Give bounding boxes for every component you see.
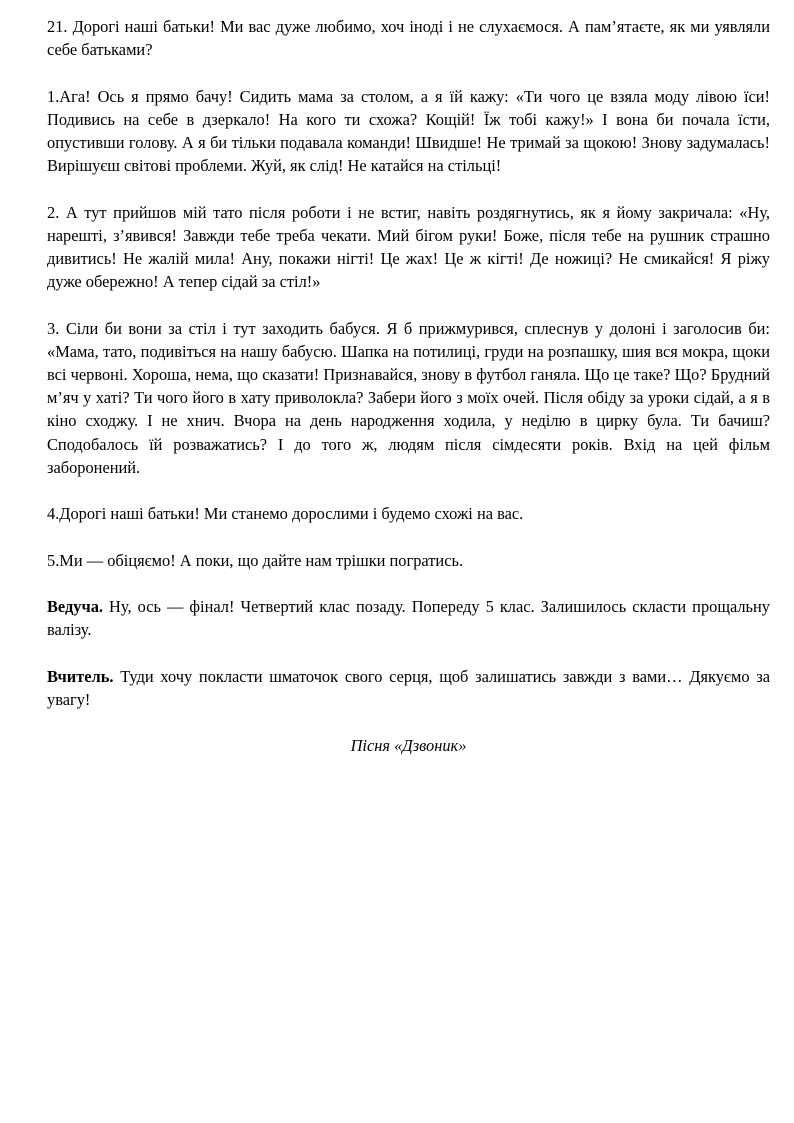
- teacher-text: Туди хочу покласти шматочок свого серця, щоб залишатись завжди з вами… Дякуємо за увагу!: [47, 666, 770, 709]
- song-title: Пісня «Дзвоник»: [350, 736, 467, 756]
- paragraph-5: 5.Ми — обіцяємо! А поки, що дайте нам трішки погратись.: [47, 550, 464, 570]
- paragraph-4: 4.Дорогі наші батьки! Ми станемо дорослими і будемо схожі на вас.: [47, 504, 524, 524]
- paragraph-3: 3. Сіли би вони за стіл і тут заходить бабуся. Я б прижмурився, сплеснув у долоні і заголосив би: «Мама, тато, подивіться на нашу бабусю. Шапка на потилиці, груди на розпашку, шия вся мокра, щоки всі червоні. Хороша, нема, що сказати! Признавайся, знову в футбол ганяла. Що це таке? Що? Брудний м’яч у хаті? Ти чого його в хату приволокла? Забери його з моїх очей. Після обіду за уроки сідай, а я в кіно сходжу. І не хнич. Вчора на день народження ходила, у неділю в цирку була. Ти бачиш? Сподобалось їй розважатись? І до того ж, людям після сімдесяти років. Вхід на цей фільм заборонений.: [47, 318, 770, 477]
- paragraph-1: 1.Ага! Ось я прямо бачу! Сидить мама за столом, а я їй кажу: «Ти чого це взяла моду лівою їси! Подивись на себе в дзеркало! На кого ти схожа? Кощій! Їж тобі кажу!» І вона би почала їсти, опустивши голову. А я би тільки подавала команди! Швидше! Не тримай за щокою! Знову задумалась! Вирішуєш світові проблеми. Жуй, як слід! Не катайся на стільці!: [47, 86, 770, 176]
- document-page: [47, 15, 770, 757]
- teacher-paragraph: [47, 665, 770, 711]
- paragraph-2: 2. А тут прийшов мій тато після роботи і не встиг, навіть роздягнутись, як я йому закричала: «Ну, нарешті, з’явився! Завжди тебе треба чекати. Мий бігом руки! Боже, після тебе на рушник страшно дивитись! Не жалій мила! Ану, покажи нігті! Це жах! Це ж кігті! Де ножиці? Не смикайся! Я ріжу дуже обережно! А тепер сідай за стіл!»: [47, 202, 770, 292]
- teacher-label: Вчитель.: [47, 666, 114, 686]
- host-text: Ну, ось — фінал! Четвертий клас позаду. Попереду 5 клас. Залишилось скласти прощальну валізу.: [47, 596, 770, 640]
- paragraph-21: 21. Дорогі наші батьки! Ми вас дуже любимо, хоч іноді і не слухаємося. А пам’ятаєте, як ми уявляли себе батьками?: [47, 17, 770, 60]
- host-label: Ведуча.: [47, 596, 104, 616]
- host-paragraph: [47, 595, 770, 641]
